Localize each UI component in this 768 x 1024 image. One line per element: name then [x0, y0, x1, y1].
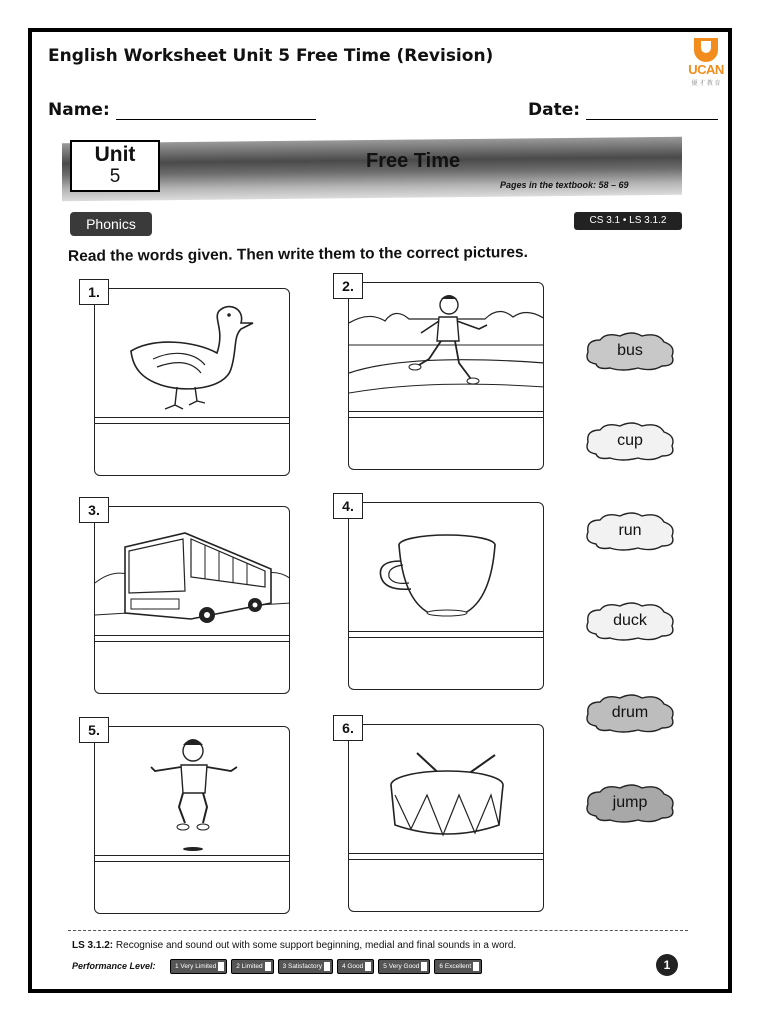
answer-rule [349, 411, 543, 418]
item-number: 4. [333, 493, 363, 519]
drum-icon [349, 725, 543, 853]
unit-number: 5 [109, 166, 121, 187]
answer-space[interactable] [95, 427, 289, 475]
answer-space[interactable] [95, 645, 289, 693]
picture-card-2 [342, 278, 544, 470]
name-label: Name: [48, 100, 110, 120]
item-number: 3. [79, 497, 109, 523]
item-number: 5. [79, 717, 109, 743]
date-label: Date: [528, 100, 581, 120]
ucan-logo [684, 38, 728, 88]
learning-objective [72, 940, 516, 951]
level-2[interactable]: 2 Limited [231, 959, 273, 974]
word-drum: drum [611, 704, 649, 721]
bus-icon [95, 507, 289, 635]
level-1[interactable]: 1 Very Limited [170, 959, 227, 974]
level-3[interactable]: 3 Satisfactory [278, 959, 333, 974]
level-5[interactable]: 5 Very Good [378, 959, 430, 974]
answer-space[interactable] [95, 865, 289, 913]
worksheet-title: English Worksheet Unit 5 Free Time (Revision) [48, 46, 494, 66]
answer-rule [95, 417, 289, 424]
date-line[interactable] [586, 101, 718, 120]
word-duck: duck [613, 612, 647, 629]
picture-card-3 [88, 502, 290, 694]
cup-icon [349, 503, 543, 631]
answer-rule [95, 855, 289, 862]
unit-word: Unit [94, 143, 136, 166]
level-6[interactable]: 6 Excellent [434, 959, 482, 974]
objective-code: LS 3.1.2: [72, 940, 114, 951]
unit-box [70, 140, 160, 192]
answer-rule [349, 853, 543, 860]
performance-levels [170, 959, 482, 974]
answer-rule [349, 631, 543, 638]
duck-icon [95, 289, 289, 417]
picture-card-4 [342, 498, 544, 690]
word-cloud-run[interactable] [582, 510, 678, 552]
word-cloud-duck[interactable] [582, 600, 678, 642]
logo-subtext: 優 才 教 育 [691, 81, 721, 87]
curriculum-code: CS 3.1 • LS 3.1.2 [574, 212, 682, 230]
picture-card-6 [342, 720, 544, 912]
word-cloud-bus[interactable] [582, 330, 678, 372]
performance-label: Performance Level: [72, 961, 156, 971]
picture-card-1 [88, 284, 290, 476]
word-cup: cup [617, 432, 643, 449]
logo-text: UCAN [688, 62, 724, 77]
footer-divider [68, 930, 688, 931]
date-field[interactable] [528, 100, 718, 120]
word-bus: bus [617, 342, 643, 359]
textbook-pages: Pages in the textbook: 58 – 69 [500, 180, 629, 190]
answer-space[interactable] [349, 863, 543, 911]
page-number: 1 [656, 954, 678, 976]
picture-card-5 [88, 722, 290, 914]
unit-title: Free Time [366, 150, 461, 172]
running-boy-icon [349, 283, 543, 411]
item-number: 1. [79, 279, 109, 305]
instruction: Read the words given. Then write them to the correct pictures. [67, 243, 528, 266]
word-jump: jump [612, 794, 648, 811]
jumping-boy-icon [95, 727, 289, 855]
section-label: Phonics [70, 212, 152, 236]
word-cloud-cup[interactable] [582, 420, 678, 462]
name-field[interactable] [48, 100, 316, 120]
word-cloud-jump[interactable] [582, 782, 678, 824]
level-4[interactable]: 4 Good [337, 959, 374, 974]
name-line[interactable] [116, 101, 316, 120]
logo-mark-icon [694, 38, 718, 62]
answer-space[interactable] [349, 641, 543, 689]
item-number: 2. [333, 273, 363, 299]
item-number: 6. [333, 715, 363, 741]
answer-space[interactable] [349, 421, 543, 469]
word-cloud-drum[interactable] [582, 692, 678, 734]
answer-rule [95, 635, 289, 642]
objective-text: Recognise and sound out with some support beginning, medial and final sounds in a word. [115, 940, 517, 951]
word-run: run [618, 522, 642, 539]
